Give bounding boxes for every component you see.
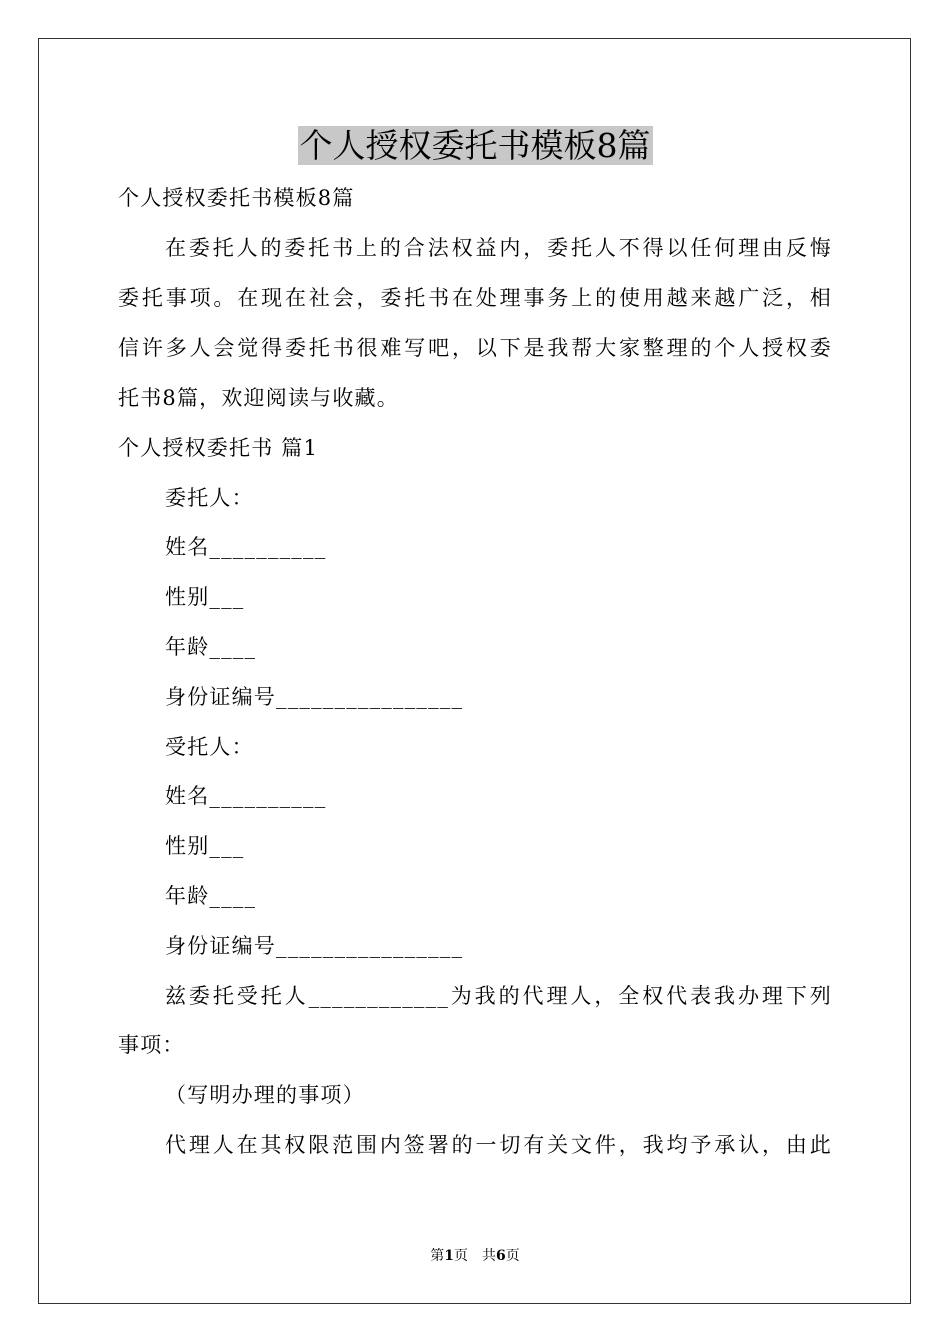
agent-gender-field: 性别___ bbox=[165, 834, 245, 858]
agent-age-field: 年龄____ bbox=[165, 884, 257, 908]
intro-line-4: 托书8篇，欢迎阅读与收藏。 bbox=[118, 386, 399, 410]
footer-prefix: 第 bbox=[430, 1248, 445, 1264]
principal-gender-field: 性别___ bbox=[165, 585, 245, 609]
page-footer bbox=[0, 1246, 950, 1266]
footer-page-number: 1 bbox=[444, 1248, 454, 1264]
intro-line-1: 在委托人的委托书上的合法权益内，委托人不得以任何理由反悔 bbox=[165, 236, 832, 260]
entrust-line-1: 兹委托受托人____________为我的代理人，全权代表我办理下列 bbox=[165, 984, 832, 1008]
agent-name-field: 姓名__________ bbox=[165, 784, 327, 808]
principal-age-field: 年龄____ bbox=[165, 635, 257, 659]
footer-total-pages: 6 bbox=[496, 1248, 506, 1264]
entrust-line-2: 事项： bbox=[118, 1033, 185, 1057]
document-title bbox=[0, 120, 950, 172]
principal-label: 委托人： bbox=[165, 486, 254, 510]
intro-line-3: 信许多人会觉得委托书很难写吧，以下是我帮大家整理的个人授权委 bbox=[118, 336, 832, 360]
page-border bbox=[38, 38, 911, 1304]
footer-mid: 页 共 bbox=[454, 1248, 496, 1264]
section-heading: 个人授权委托书 篇1 bbox=[118, 436, 319, 460]
agent-label: 受托人： bbox=[165, 735, 254, 759]
document-subtitle: 个人授权委托书模板8篇 bbox=[118, 186, 355, 210]
agent-id-field: 身份证编号________________ bbox=[165, 934, 464, 958]
principal-id-field: 身份证编号________________ bbox=[165, 685, 464, 709]
intro-line-2: 委托事项。在现在社会，委托书在处理事务上的使用越来越广泛，相 bbox=[118, 286, 832, 310]
principal-name-field: 姓名__________ bbox=[165, 535, 327, 559]
matters-placeholder: （写明办理的事项） bbox=[165, 1083, 365, 1107]
closing-line: 代理人在其权限范围内签署的一切有关文件，我均予承认，由此 bbox=[165, 1133, 832, 1157]
document-title-text: 个人授权委托书模板8篇 bbox=[299, 126, 651, 165]
footer-suffix: 页 bbox=[505, 1248, 520, 1264]
